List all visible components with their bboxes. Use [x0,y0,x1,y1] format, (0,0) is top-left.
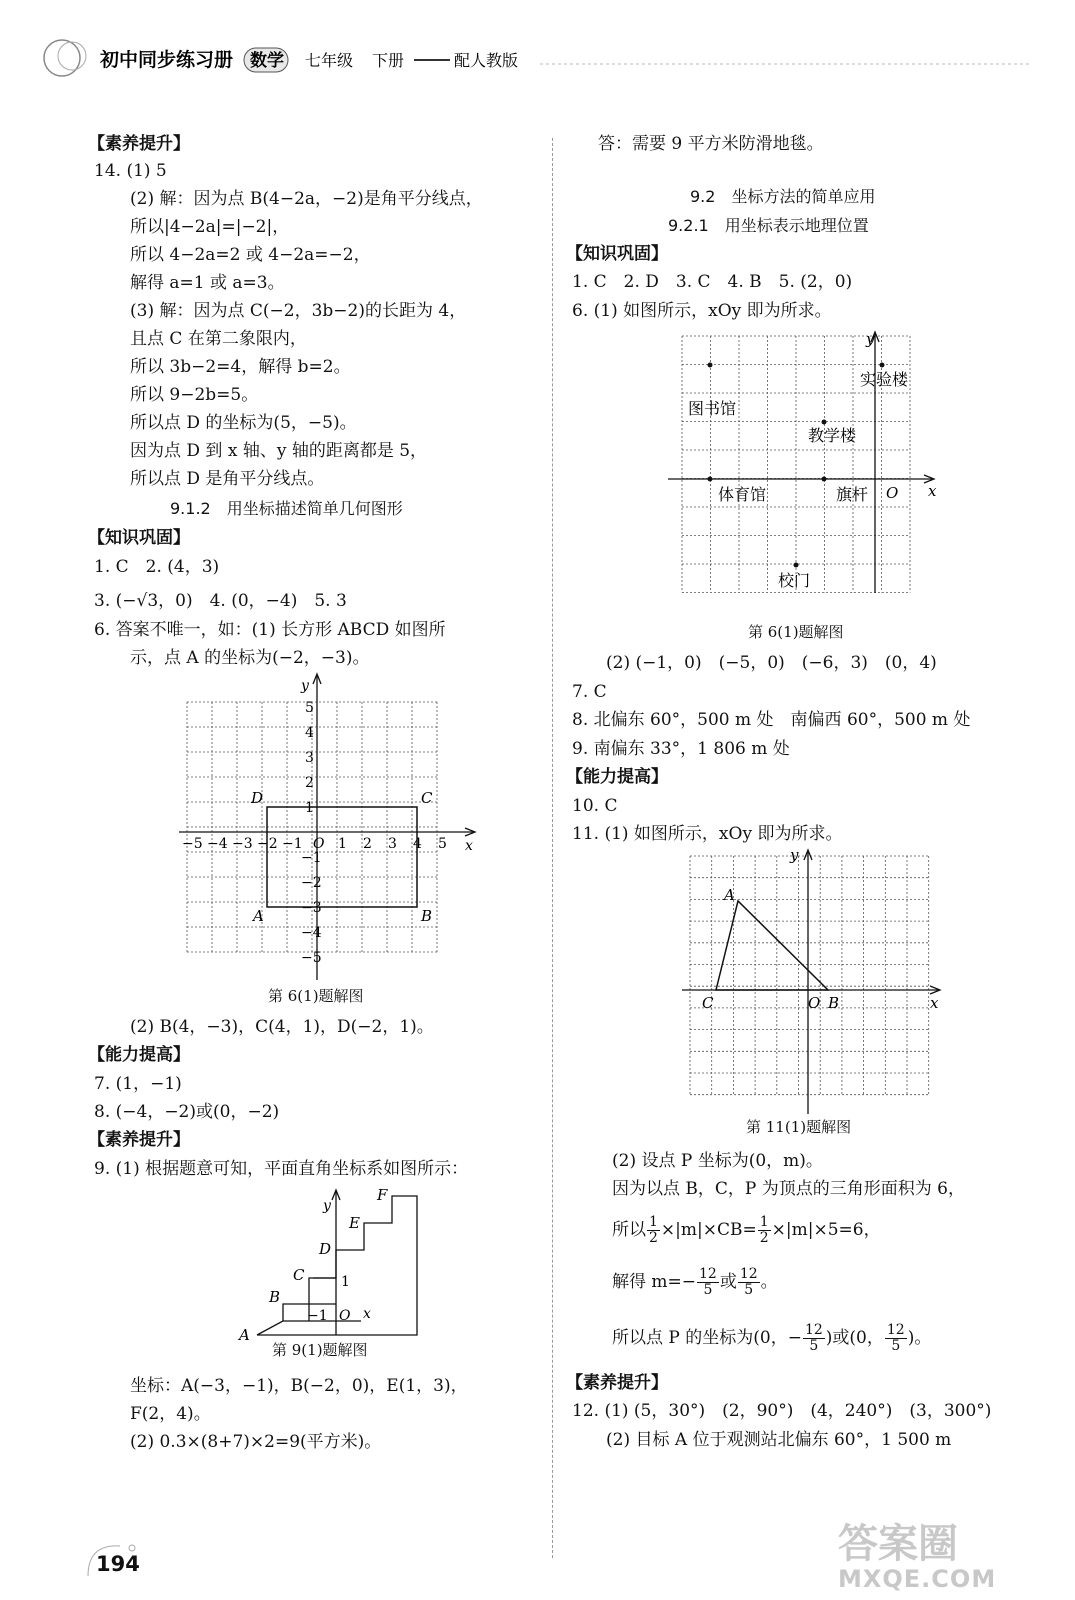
y-tick-label: 1 [305,800,314,816]
place-school-gate: 校门 [778,571,811,590]
watermark-url: MXQE.COM [838,1565,997,1593]
page-number: 194 [96,1552,140,1576]
y-tick-label: 2 [305,775,314,791]
x-tick-label: −5 [182,836,203,852]
figure-caption-11: 第 11(1)题解图 [746,1118,852,1136]
label-D: D [319,1240,332,1258]
answer-6-1: 6. (1) 如图所示，xOy 即为所求。 [572,301,832,321]
place-gym: 体育馆 [718,485,767,504]
label-A: A [239,1326,250,1342]
answer-line: 所以 4−2a=2 或 4−2a=−2， [130,245,371,265]
label-F: F [377,1186,388,1204]
figure-caption-6: 第 6(1)题解图 [748,623,844,641]
answer-1-2: 1. C 2. (4，3) [94,557,220,577]
answer-10: 10. C [572,796,618,816]
answer-12-2: (2) 目标 A 位于观测站北偏东 60°，1 500 m [606,1430,952,1450]
answer-9-1: 9. (1) 根据题意可知，平面直角坐标系如图所示： [94,1159,469,1179]
solution-m [612,1262,778,1302]
header-subject: 数学 [250,51,284,71]
heading-nengli: 【能力提高】 [88,1045,190,1065]
y-tick-label: 4 [305,725,314,741]
x-tick-label: −2 [257,836,278,852]
heading-suyang: 【素养提升】 [566,1373,668,1393]
place-library: 图书馆 [688,399,737,418]
equation-text: )。 [907,1328,932,1348]
origin-O: O [339,1308,351,1324]
heading-suyang: 【素养提升】 [88,1130,190,1150]
answer-6-1: 6. 答案不唯一，如：(1) 长方形 ABCD 如图所 [94,620,446,640]
y-tick-label: −4 [301,925,322,941]
axis-x: x [928,482,937,500]
equation-text: ×|m|×CB= [660,1220,757,1240]
x-tick-label: 3 [388,836,397,852]
x-tick-label: 5 [438,836,447,852]
heading-zhishi: 【知识巩固】 [88,528,190,548]
tick-neg1: −1 [307,1308,328,1324]
section-title-921: 9.2.1 用坐标表示地理位置 [668,216,869,235]
answer-12-1: 12. (1) (5，30°) (2，90°) (4，240°) (3，300°) [572,1401,992,1421]
answer-line: 且点 C 在第二象限内， [130,329,307,349]
equation-text: 或 [719,1272,737,1292]
fraction-12-5: $\frac{12}{5}$ [699,1266,717,1298]
x-tick-label: −3 [232,836,253,852]
figure-triangle-abc [680,848,950,1116]
label-C: C [702,994,714,1012]
x-tick-label: 1 [338,836,347,852]
equation-text: 解得 m=− [612,1272,697,1292]
label-C: C [293,1266,305,1284]
equation-text: 所以点 P 的坐标为 [612,1328,754,1348]
answer-8: 8. (−4，−2)或(0，−2) [94,1102,280,1122]
answer-8: 8. 北偏东 60°，500 m 处 南偏西 60°，500 m 处 [572,710,971,730]
answer-line: 所以点 D 的坐标为(5，−5)。 [130,413,357,433]
answer-14-3: (3) 解：因为点 C(−2，3b−2)的长距为 4， [130,301,467,321]
fraction-12-5: $\frac{12}{5}$ [886,1322,905,1354]
answer-11-2: (2) 设点 P 坐标为(0，m)。 [612,1151,823,1171]
x-tick-label: −1 [282,836,303,852]
label-E: E [349,1214,360,1232]
figure-campus-map [664,328,954,600]
answer-9-2: (2) 0.3×(8+7)×2=9(平方米)。 [130,1432,382,1452]
answer-line: 解得 a=1 或 a=3。 [130,273,285,293]
axis-x: x [465,838,473,854]
y-tick-label: 5 [305,700,314,716]
answer-line: F(2，4)。 [130,1404,211,1424]
fraction-half: $\frac{1}{2}$ [759,1214,769,1246]
triangle-ABC [716,901,828,990]
axis-y: y [790,848,799,864]
rectangle-abcd [250,789,433,925]
place-teaching-building: 教学楼 [808,426,857,445]
answer-11-1: 11. (1) 如图所示，xOy 即为所求。 [572,824,843,844]
column-divider [552,138,553,1558]
answer-6-2: (2) (−1，0) (−5，0) (−6，3) (0，4) [606,653,937,673]
y-tick-label: −1 [301,850,322,866]
vertex-label-D: D [251,789,264,807]
equation-text: 。 [760,1272,778,1292]
point-P-coords [612,1318,931,1358]
answer-line: 所以 3b−2=4，解得 b=2。 [130,357,351,377]
answer-3-5: 3. (−√3，0) 4. (0，−4) 5. 3 [94,591,347,611]
answer-9: 9. 南偏东 33°，1 806 m 处 [572,739,790,759]
answer-14-1: 14. (1) 5 [94,161,167,181]
header-grade: 七年级 [305,51,354,70]
place-lab-building: 实验楼 [860,370,909,389]
axes [682,850,940,1114]
rectangle-outline [267,807,417,907]
page-header [0,38,1075,78]
x-tick-label: O [313,836,325,852]
answer-14-2: (2) 解：因为点 B(4−2a，−2)是角平分线点， [130,189,483,209]
answer-9-conclusion: 答：需要 9 平方米防滑地毯。 [598,134,824,154]
section-title-912: 9.1.2 用坐标描述简单几何图形 [170,499,403,518]
fraction-12-5: $\frac{12}{5}$ [804,1322,823,1354]
answer-line: 所以点 D 是角平分线点。 [130,469,325,489]
answer-line: 示，点 A 的坐标为(−2，−3)。 [130,648,370,668]
figure-caption-9: 第 9(1)题解图 [272,1341,368,1359]
stair-outline [257,1196,417,1335]
equation-text: )或(0， [825,1328,884,1348]
answer-6-2: (2) B(4，−3)，C(4，1)，D(−2，1)。 [130,1017,434,1037]
vertex-label-B: B [421,907,433,925]
y-tick-label: −5 [301,950,322,966]
equation-area [612,1210,881,1250]
header-book-title: 初中同步练习册 [100,49,234,71]
fraction-12-5: $\frac{12}{5}$ [739,1266,758,1298]
x-tick-label: −4 [207,836,228,852]
answer-line: 所以 9−2b=5。 [130,385,259,405]
label-B: B [828,994,840,1012]
place-flagpole: 旗杆 [836,485,869,504]
x-tick-label: 4 [413,836,422,852]
page-number-decoration [84,1540,144,1580]
section-title-92: 9.2 坐标方法的简单应用 [690,187,876,206]
heading-nengli: 【能力提高】 [566,767,668,787]
answer-1-5: 1. C 2. D 3. C 4. B 5. (2，0) [572,272,853,292]
label-A: A [724,886,735,904]
watermark-logo-text: 答案圈 [838,1521,958,1567]
y-tick-label: 3 [305,750,314,766]
header-graphic [0,38,1075,78]
answer-line: 所以|4−2a|=|−2|， [130,217,290,237]
figure-rectangle-abcd [175,672,485,982]
fraction-half: $\frac{1}{2}$ [649,1214,658,1246]
axis-y: y [301,678,309,694]
answer-line: 因为以点 B，C，P 为顶点的三角形面积为 6， [612,1179,965,1199]
axis-x: x [930,994,939,1012]
x-tick-label: 2 [363,836,372,852]
vertex-label-A: A [253,907,264,925]
header-volume: 下册 [372,51,405,70]
origin-O: O [886,484,899,502]
answer-line: 因为点 D 到 x 轴、y 轴的距离都是 5， [130,441,428,461]
y-tick-label: −3 [301,900,322,916]
watermark [838,1522,996,1592]
label-B: B [269,1288,281,1306]
figure-caption-6: 第 6(1)题解图 [268,987,364,1005]
figure-staircase [235,1182,445,1342]
answer-7: 7. (1，−1) [94,1074,182,1094]
heading-zhishi: 【知识巩固】 [566,244,668,264]
axis-y: y [866,330,875,348]
answer-7: 7. C [572,682,607,702]
equation-text: (0，− [753,1328,802,1348]
vertex-label-C: C [421,789,433,807]
header-edition: 配人教版 [454,51,519,70]
y-tick-label: −2 [301,875,322,891]
book-logo-icon [44,40,86,76]
heading-suyang: 【素养提升】 [88,134,190,154]
equation-text: ×|m|×5=6， [771,1220,881,1240]
origin-O: O [808,994,821,1012]
axis-y: y [323,1198,331,1214]
axis-x: x [363,1306,371,1322]
tick-1: 1 [341,1274,350,1290]
equation-text: 所以 [612,1220,646,1240]
answer-9-coords: 坐标：A(−3，−1)，B(−2，0)，E(1，3)， [130,1376,468,1396]
